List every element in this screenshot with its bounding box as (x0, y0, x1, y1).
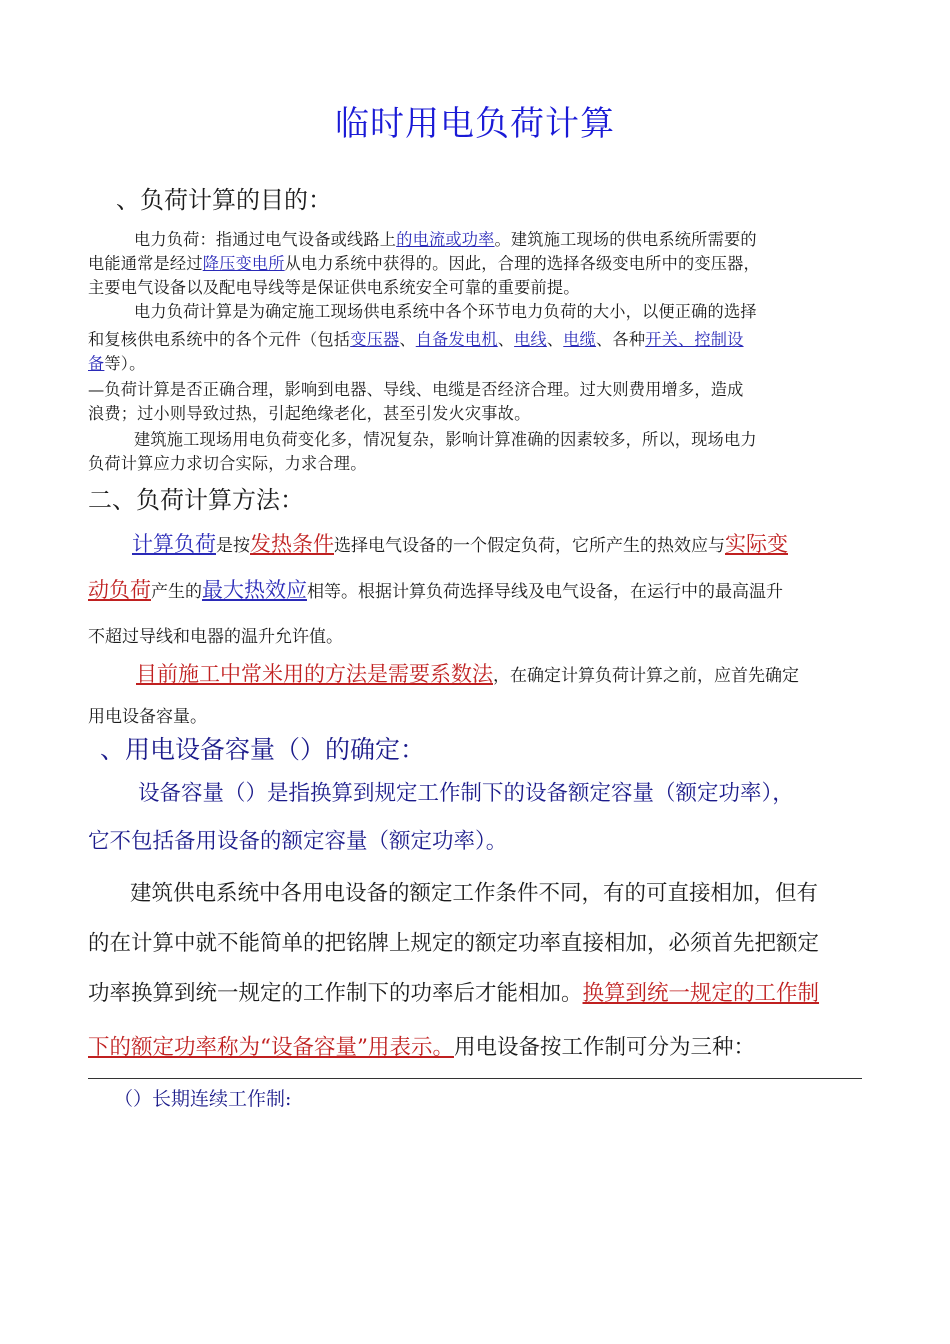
text: 、各种 (596, 330, 646, 349)
s3-line4: 的在计算中就不能简单的把铭牌上规定的额定功率直接相加，必须首先把额定 (88, 931, 820, 956)
link-heating-condition[interactable]: 发热条件 (250, 532, 334, 556)
s3-line3: 建筑供电系统中各用电设备的额定工作条件不同，有的可直接相加，但有 (130, 881, 819, 906)
link-step-down-substation[interactable]: 降压变电所 (202, 254, 285, 273)
section1-heading: 、负荷计算的目的： (116, 186, 332, 214)
text: ，在确定计算负荷计算之前，应首先确定 (493, 666, 799, 686)
s2-line1 (132, 528, 872, 558)
s1-p4-line1: 建筑施工现场用电负荷变化多，情况复杂，影响计算准确的因素较多，所以，现场电力 (134, 430, 757, 449)
page-title: 临时用电负荷计算 (335, 104, 615, 144)
link-converted-work-system[interactable]: 换算到统一规定的工作制 (582, 981, 820, 1006)
link-switch-control[interactable]: 开关、控制设 (645, 330, 744, 349)
s3-line5 (88, 976, 864, 1007)
s1-p1-line2 (88, 250, 864, 274)
text: 、 (546, 330, 564, 349)
link-equipment-capacity-def[interactable]: 下的额定功率称为“设备容量”用表示。 (88, 1035, 454, 1060)
text: 相等。根据计算负荷选择导线及电气设备，在运行中的最高温升 (307, 582, 783, 602)
link-wire[interactable]: 电线 (514, 330, 547, 349)
link-cable[interactable]: 电缆 (563, 330, 597, 349)
s1-p1-line3: 主要电气设备以及配电导线等是保证供电系统安全可靠的重要前提。 (88, 278, 580, 297)
s3-line1: 设备容量（）是指换算到规定工作制下的设备额定容量（额定功率）， (138, 781, 794, 806)
text: 、 (497, 330, 515, 349)
s3-line2: 它不包括备用设备的额定容量（额定功率）。 (88, 829, 508, 854)
s2-line3: 不超过导线和电器的温升允许值。 (88, 627, 343, 647)
text: 是按 (216, 536, 250, 556)
s1-p2-line1: 电力负荷计算是为确定施工现场供电系统中各个环节电力负荷的大小，以便正确的选择 (134, 302, 757, 321)
text: 用电设备按工作制可分为三种： (454, 1035, 756, 1060)
s2-line2 (88, 574, 864, 604)
text: 和复核供电系统中的各个元件（包括 (88, 330, 351, 349)
link-calculated-load[interactable]: 计算负荷 (132, 532, 216, 556)
s2-line4 (136, 658, 876, 688)
link-max-thermal-effect[interactable]: 最大热效应 (202, 578, 307, 602)
link-transformer[interactable]: 变压器 (350, 330, 400, 349)
text: 。建筑施工现场的供电系统所需要的 (494, 230, 757, 249)
link-demand-factor-method[interactable]: 目前施工中常米用的方法是需要系数法 (136, 662, 493, 686)
s2-line5: 用电设备容量。 (88, 707, 207, 727)
link-generator[interactable]: 自备发电机 (415, 330, 498, 349)
link-current-or-power[interactable]: 的电流或功率 (396, 230, 495, 249)
divider (88, 1078, 862, 1079)
text: 功率换算到统一规定的工作制下的功率后才能相加。 (88, 981, 583, 1006)
text: 产生的 (151, 582, 202, 602)
text: 、 (399, 330, 416, 349)
s1-p4-line2: 负荷计算应力求切合实际，力求合理。 (88, 454, 367, 473)
text: 电能通常是经过 (88, 254, 203, 273)
s1-p1-line1 (134, 226, 864, 250)
link-actual-variable[interactable]: 实际变 (725, 532, 788, 556)
s3-subheading: （）长期连续工作制: (114, 1088, 292, 1110)
s1-p2-line2 (88, 326, 864, 350)
link-equipment[interactable]: 备 (88, 354, 105, 373)
text: 选择电气设备的一个假定负荷，它所产生的热效应与 (334, 536, 725, 556)
link-variable-load[interactable]: 动负荷 (88, 578, 151, 602)
section2-heading: 二、负荷计算方法： (88, 486, 304, 514)
text: 从电力系统中获得的。因此，合理的选择各级变电所中的变压器， (284, 254, 760, 273)
s1-p3-line2: 浪费；过小则导致过热，引起绝缘老化，甚至引发火灾事故。 (88, 404, 531, 423)
text: 等）。 (104, 354, 146, 373)
section3-heading: 、用电设备容量（）的确定： (100, 735, 426, 764)
s1-p3-line1: —负荷计算是否正确合理，影响到电器、导线、电缆是否经济合理。过大则费用增多，造成 (88, 380, 744, 399)
text: 电力负荷：指通过电气设备或线路上 (134, 230, 397, 249)
s1-p2-line3 (88, 350, 864, 374)
s3-line6 (88, 1030, 864, 1061)
